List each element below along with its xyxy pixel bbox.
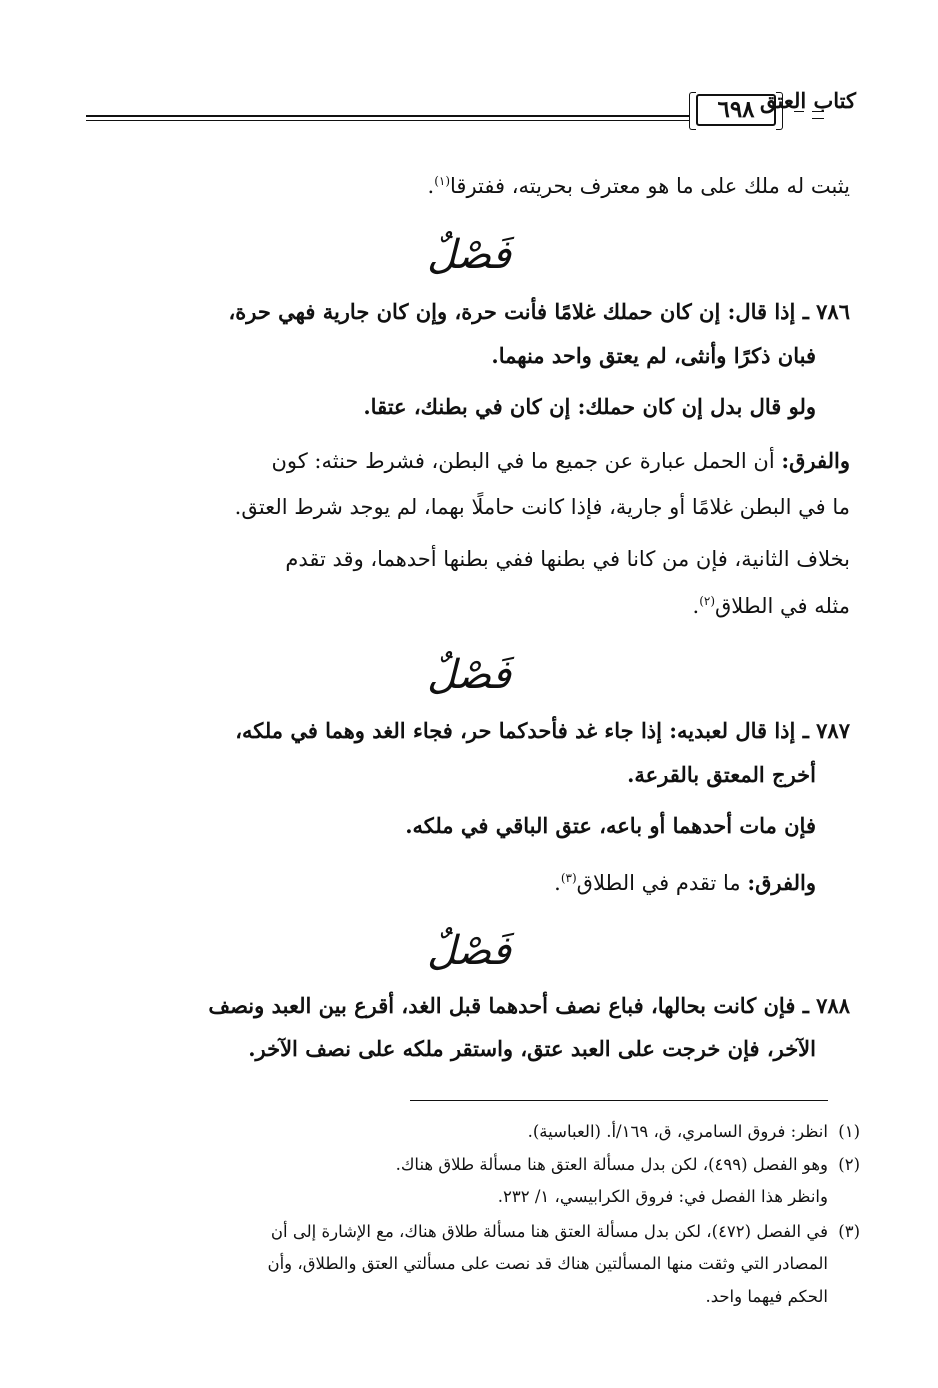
footnote-number: (١) xyxy=(838,1122,860,1141)
section-heading: فَصْلٌ xyxy=(426,232,512,278)
note-786-line1: بخلاف الثانية، فإن من كانا في بطنها ففي بطنها أحدهما، وقد تقدم xyxy=(285,547,850,571)
issue-number: ٧٨٨ ـ xyxy=(802,993,850,1018)
issue-number: ٧٨٧ ـ xyxy=(802,718,850,743)
farq-786-line1: والفرق: أن الحمل عبارة عن جميع ما في البطن، فشرط حنثه: كون xyxy=(271,448,850,473)
issue-787-line3: فإن مات أحدهما أو باعه، عتق الباقي في ملكه. xyxy=(405,813,816,838)
header-rule xyxy=(86,115,690,117)
note-786-line2: مثله في الطلاق$^{(٢)}$. xyxy=(692,594,850,618)
footnote-1-line1: انظر: فروق السامري، ق، ١٦٩/أ. (العباسية). xyxy=(527,1122,828,1141)
footnote-ref[interactable]: (١) xyxy=(434,174,451,188)
issue-788-line1: ٧٨٨ ـ فإن كانت بحالها، فباع نصف أحدهما قبل الغد، أقرع بين العبد ونصف xyxy=(208,993,850,1018)
issue-786-line2: فبان ذكرًا وأنثى، لم يعتق واحد منهما. xyxy=(491,343,816,368)
intro-line: يثبت له ملك على ما هو معترف بحريته، ففترقا$^{(١)}$. xyxy=(427,174,850,198)
footnote-2-line1: وهو الفصل (٤٩٩)، لكن بدل مسألة العتق هنا مسألة طلاق هناك. xyxy=(395,1155,828,1174)
issue-787-line2: أخرج المعتق بالقرعة. xyxy=(627,762,816,787)
issue-786-line3: ولو قال بدل إن كان حملك: إن كان في بطنك، عتقا. xyxy=(363,394,816,419)
footnote-number: (٣) xyxy=(838,1222,860,1241)
issue-number: ٧٨٦ ـ xyxy=(802,299,850,324)
section-heading: فَصْلٌ xyxy=(426,928,512,974)
footnote-ref[interactable]: (٣) xyxy=(560,871,577,885)
farq-label: والفرق: xyxy=(781,448,850,473)
header-dash xyxy=(812,111,824,112)
footnote-3-line2: المصادر التي وثقت منها المسألتين هناك قد نصت على مسألتي العتق والطلاق، وأن xyxy=(267,1254,828,1273)
footnote-number: (٢) xyxy=(838,1155,860,1174)
header-dash xyxy=(812,118,824,119)
farq-label: والفرق: xyxy=(747,870,816,895)
footnote-3-line1: في الفصل (٤٧٢)، لكن بدل مسألة العتق هنا مسألة طلاق هناك، مع الإشارة إلى أن xyxy=(270,1222,828,1241)
header-rule-thin xyxy=(86,120,690,121)
footnote-3-line3: الحكم فيهما واحد. xyxy=(705,1287,828,1306)
issue-787-line1: ٧٨٧ ـ إذا قال لعبديه: إذا جاء غد فأحدكما حر، فجاء الغد وهما في ملكه، xyxy=(235,718,850,743)
header-dash xyxy=(794,111,804,112)
footnote-2-line2: وانظر هذا الفصل في: فروق الكرابيسي، ١/ ٢٣٢. xyxy=(497,1187,828,1206)
footnote-ref[interactable]: (٢) xyxy=(699,594,716,608)
page-number: ٦٩٨ xyxy=(696,94,776,126)
footnote-separator xyxy=(410,1100,828,1101)
farq-786-line2: ما في البطن غلامًا أو جارية، فإذا كانت حاملًا بهما، لم يوجد شرط العتق. xyxy=(234,495,850,519)
farq-787-line1: والفرق: ما تقدم في الطلاق$^{(٣)}$. xyxy=(554,870,816,895)
issue-786-line1: ٧٨٦ ـ إذا قال: إن كان حملك غلامًا فأنت حرة، وإن كان جارية فهي حرة، xyxy=(228,299,850,324)
issue-788-line2: الآخر، فإن خرجت على العبد عتق، واستقر ملكه على نصف الآخر. xyxy=(248,1036,816,1061)
running-title: كتاب العتق xyxy=(759,88,856,113)
section-heading: فَصْلٌ xyxy=(426,652,512,698)
